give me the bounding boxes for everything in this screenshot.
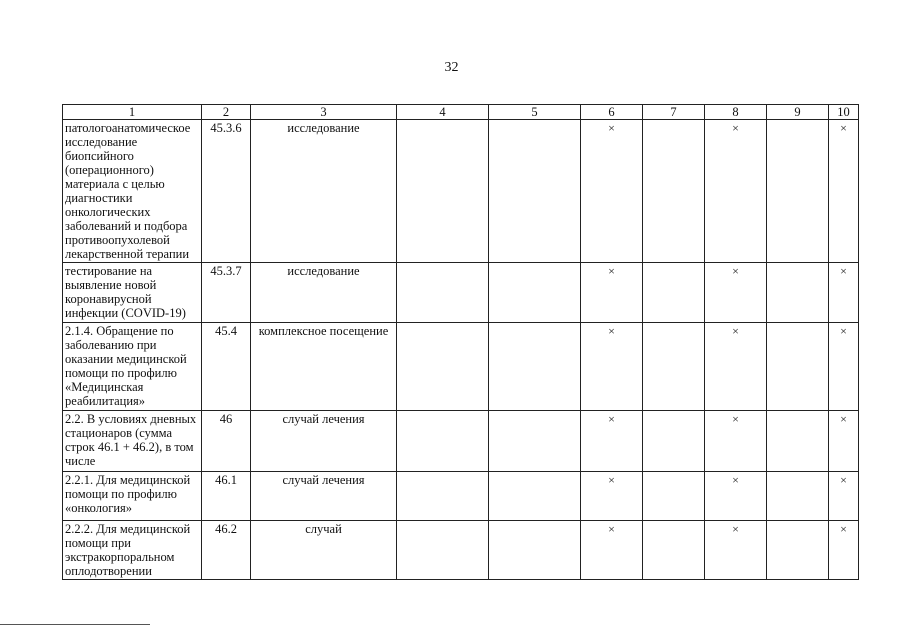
row-unit: комплексное посещение [251,323,397,411]
empty-cell [397,472,489,521]
row-code: 45.3.7 [202,263,251,323]
row-unit: исследование [251,263,397,323]
empty-cell [643,411,705,472]
column-header: 7 [643,105,705,120]
page-number: 32 [444,60,459,75]
table-row [63,521,859,580]
row-code: 45.4 [202,323,251,411]
column-header: 9 [767,105,829,120]
empty-cell [397,521,489,580]
table-row [63,472,859,521]
empty-cell [489,411,581,472]
column-header: 5 [489,105,581,120]
mark-cell: × [705,521,767,580]
row-name: патологоанатомическое исследование биопсийного (операционного) материала с целью диагностики онкологических заболеваний и подбора противоопухолевой лекарственной терапии [63,120,202,263]
footer-rule [0,624,150,625]
row-code: 45.3.6 [202,120,251,263]
empty-cell [767,472,829,521]
empty-cell [643,472,705,521]
empty-cell [643,323,705,411]
empty-cell [489,323,581,411]
empty-cell [397,411,489,472]
column-header: 8 [705,105,767,120]
table-row [63,263,859,323]
empty-cell [489,120,581,263]
row-name: 2.1.4. Обращение по заболеванию при оказании медицинской помощи по профилю «Медицинская реабилитация» [63,323,202,411]
row-name: тестирование на выявление новой коронавирусной инфекции (COVID-19) [63,263,202,323]
mark-cell: × [705,263,767,323]
table-row [63,411,859,472]
row-code: 46.1 [202,472,251,521]
column-header: 2 [202,105,251,120]
column-header: 6 [581,105,643,120]
mark-cell: × [705,411,767,472]
mark-cell: × [829,120,859,263]
column-header: 3 [251,105,397,120]
empty-cell [397,263,489,323]
empty-cell [767,323,829,411]
empty-cell [767,411,829,472]
header-row [63,105,859,120]
empty-cell [767,120,829,263]
row-code: 46 [202,411,251,472]
column-header: 4 [397,105,489,120]
empty-cell [489,472,581,521]
mark-cell: × [581,411,643,472]
empty-cell [489,521,581,580]
mark-cell: × [705,120,767,263]
mark-cell: × [705,472,767,521]
column-header: 10 [829,105,859,120]
table-row [63,323,859,411]
empty-cell [767,263,829,323]
row-unit: случай лечения [251,411,397,472]
row-unit: исследование [251,120,397,263]
empty-cell [489,263,581,323]
data-table [62,104,859,580]
mark-cell: × [829,263,859,323]
mark-cell: × [829,472,859,521]
mark-cell: × [829,411,859,472]
mark-cell: × [829,323,859,411]
empty-cell [397,120,489,263]
row-code: 46.2 [202,521,251,580]
row-unit: случай лечения [251,472,397,521]
row-name: 2.2.2. Для медицинской помощи при экстракорпоральном оплодотворении [63,521,202,580]
mark-cell: × [829,521,859,580]
mark-cell: × [581,120,643,263]
mark-cell: × [581,263,643,323]
row-name: 2.2.1. Для медицинской помощи по профилю «онкология» [63,472,202,521]
table-row [63,120,859,263]
mark-cell: × [705,323,767,411]
row-unit: случай [251,521,397,580]
empty-cell [643,120,705,263]
row-name: 2.2. В условиях дневных стационаров (сумма строк 46.1 + 46.2), в том числе [63,411,202,472]
empty-cell [767,521,829,580]
mark-cell: × [581,323,643,411]
column-header: 1 [63,105,202,120]
empty-cell [643,521,705,580]
empty-cell [643,263,705,323]
mark-cell: × [581,521,643,580]
mark-cell: × [581,472,643,521]
empty-cell [397,323,489,411]
